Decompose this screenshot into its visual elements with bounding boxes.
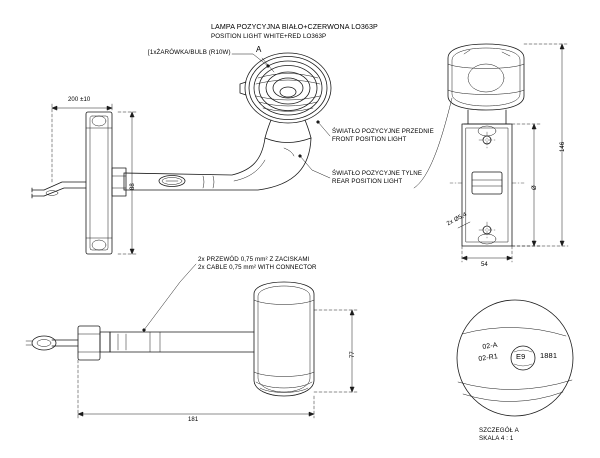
cable-note-pl: 2x PRZEWÓD 0,75 mm² Z ZACISKAMI	[198, 256, 310, 263]
homologation-mark: E9	[516, 352, 526, 361]
cable-note-en: 2x CABLE 0,75 mm² WITH CONNECTOR	[198, 264, 317, 271]
dim-cable-length	[52, 104, 112, 182]
drawing-title-en: POSITION LIGHT WHITE+RED LO363P	[211, 33, 327, 40]
lamp-arm	[124, 138, 311, 190]
homologation-code-top: 02-A	[482, 341, 499, 351]
rear-light-label-pl: ŚWIATŁO POZYCYJNE TYLNE	[332, 170, 423, 177]
cable-left	[32, 182, 86, 198]
hole-note-label: 2x Ø5,4	[446, 211, 468, 228]
leader-cable-note	[143, 264, 196, 331]
dim-label-cable-length: 200 ±10	[68, 97, 91, 103]
rear-light-label-en: REAR POSITION LIGHT	[332, 178, 403, 185]
dim-label-right-height: 146	[560, 141, 566, 152]
homologation-number: 1881	[540, 351, 558, 360]
detail-letter-a: A	[256, 45, 262, 54]
leader-detail-a	[262, 58, 274, 72]
cable-bottom	[26, 336, 78, 350]
leader-bulb	[232, 54, 269, 67]
bottom-left-view	[26, 264, 358, 418]
dim-label-left-height: 88	[130, 183, 136, 190]
mounting-plate-left	[86, 112, 126, 254]
top-right-view	[414, 44, 568, 262]
dim-label-bottom-height: 77	[350, 351, 356, 358]
dim-label-right-width: 54	[481, 262, 488, 268]
front-light-label-pl: ŚWIATŁO POZYCYJNE PRZEDNIE	[332, 128, 434, 135]
drawing-title-pl: LAMPA POZYCYJNA BIAŁO+CZERWONA LO363P	[211, 23, 378, 31]
top-left-view	[32, 53, 331, 254]
homologation-code-bottom: 02-R1	[478, 353, 499, 363]
dim-bottom-length	[78, 360, 314, 418]
lamp-head-front	[240, 53, 331, 123]
bulb-note: [1xŻARÓWKA/BULB (R10W)	[148, 49, 231, 56]
leader-front-light	[317, 121, 330, 136]
detail-caption-scale: SKALA 4 : 1	[479, 435, 514, 442]
dim-label-right-dia: Ø	[532, 185, 538, 190]
detail-caption-pl: SZCZEGÓŁ A	[479, 427, 519, 434]
dim-right-width	[462, 246, 512, 262]
front-light-label-en: FRONT POSITION LIGHT	[332, 136, 407, 143]
dim-label-bottom-length: 181	[188, 417, 199, 423]
